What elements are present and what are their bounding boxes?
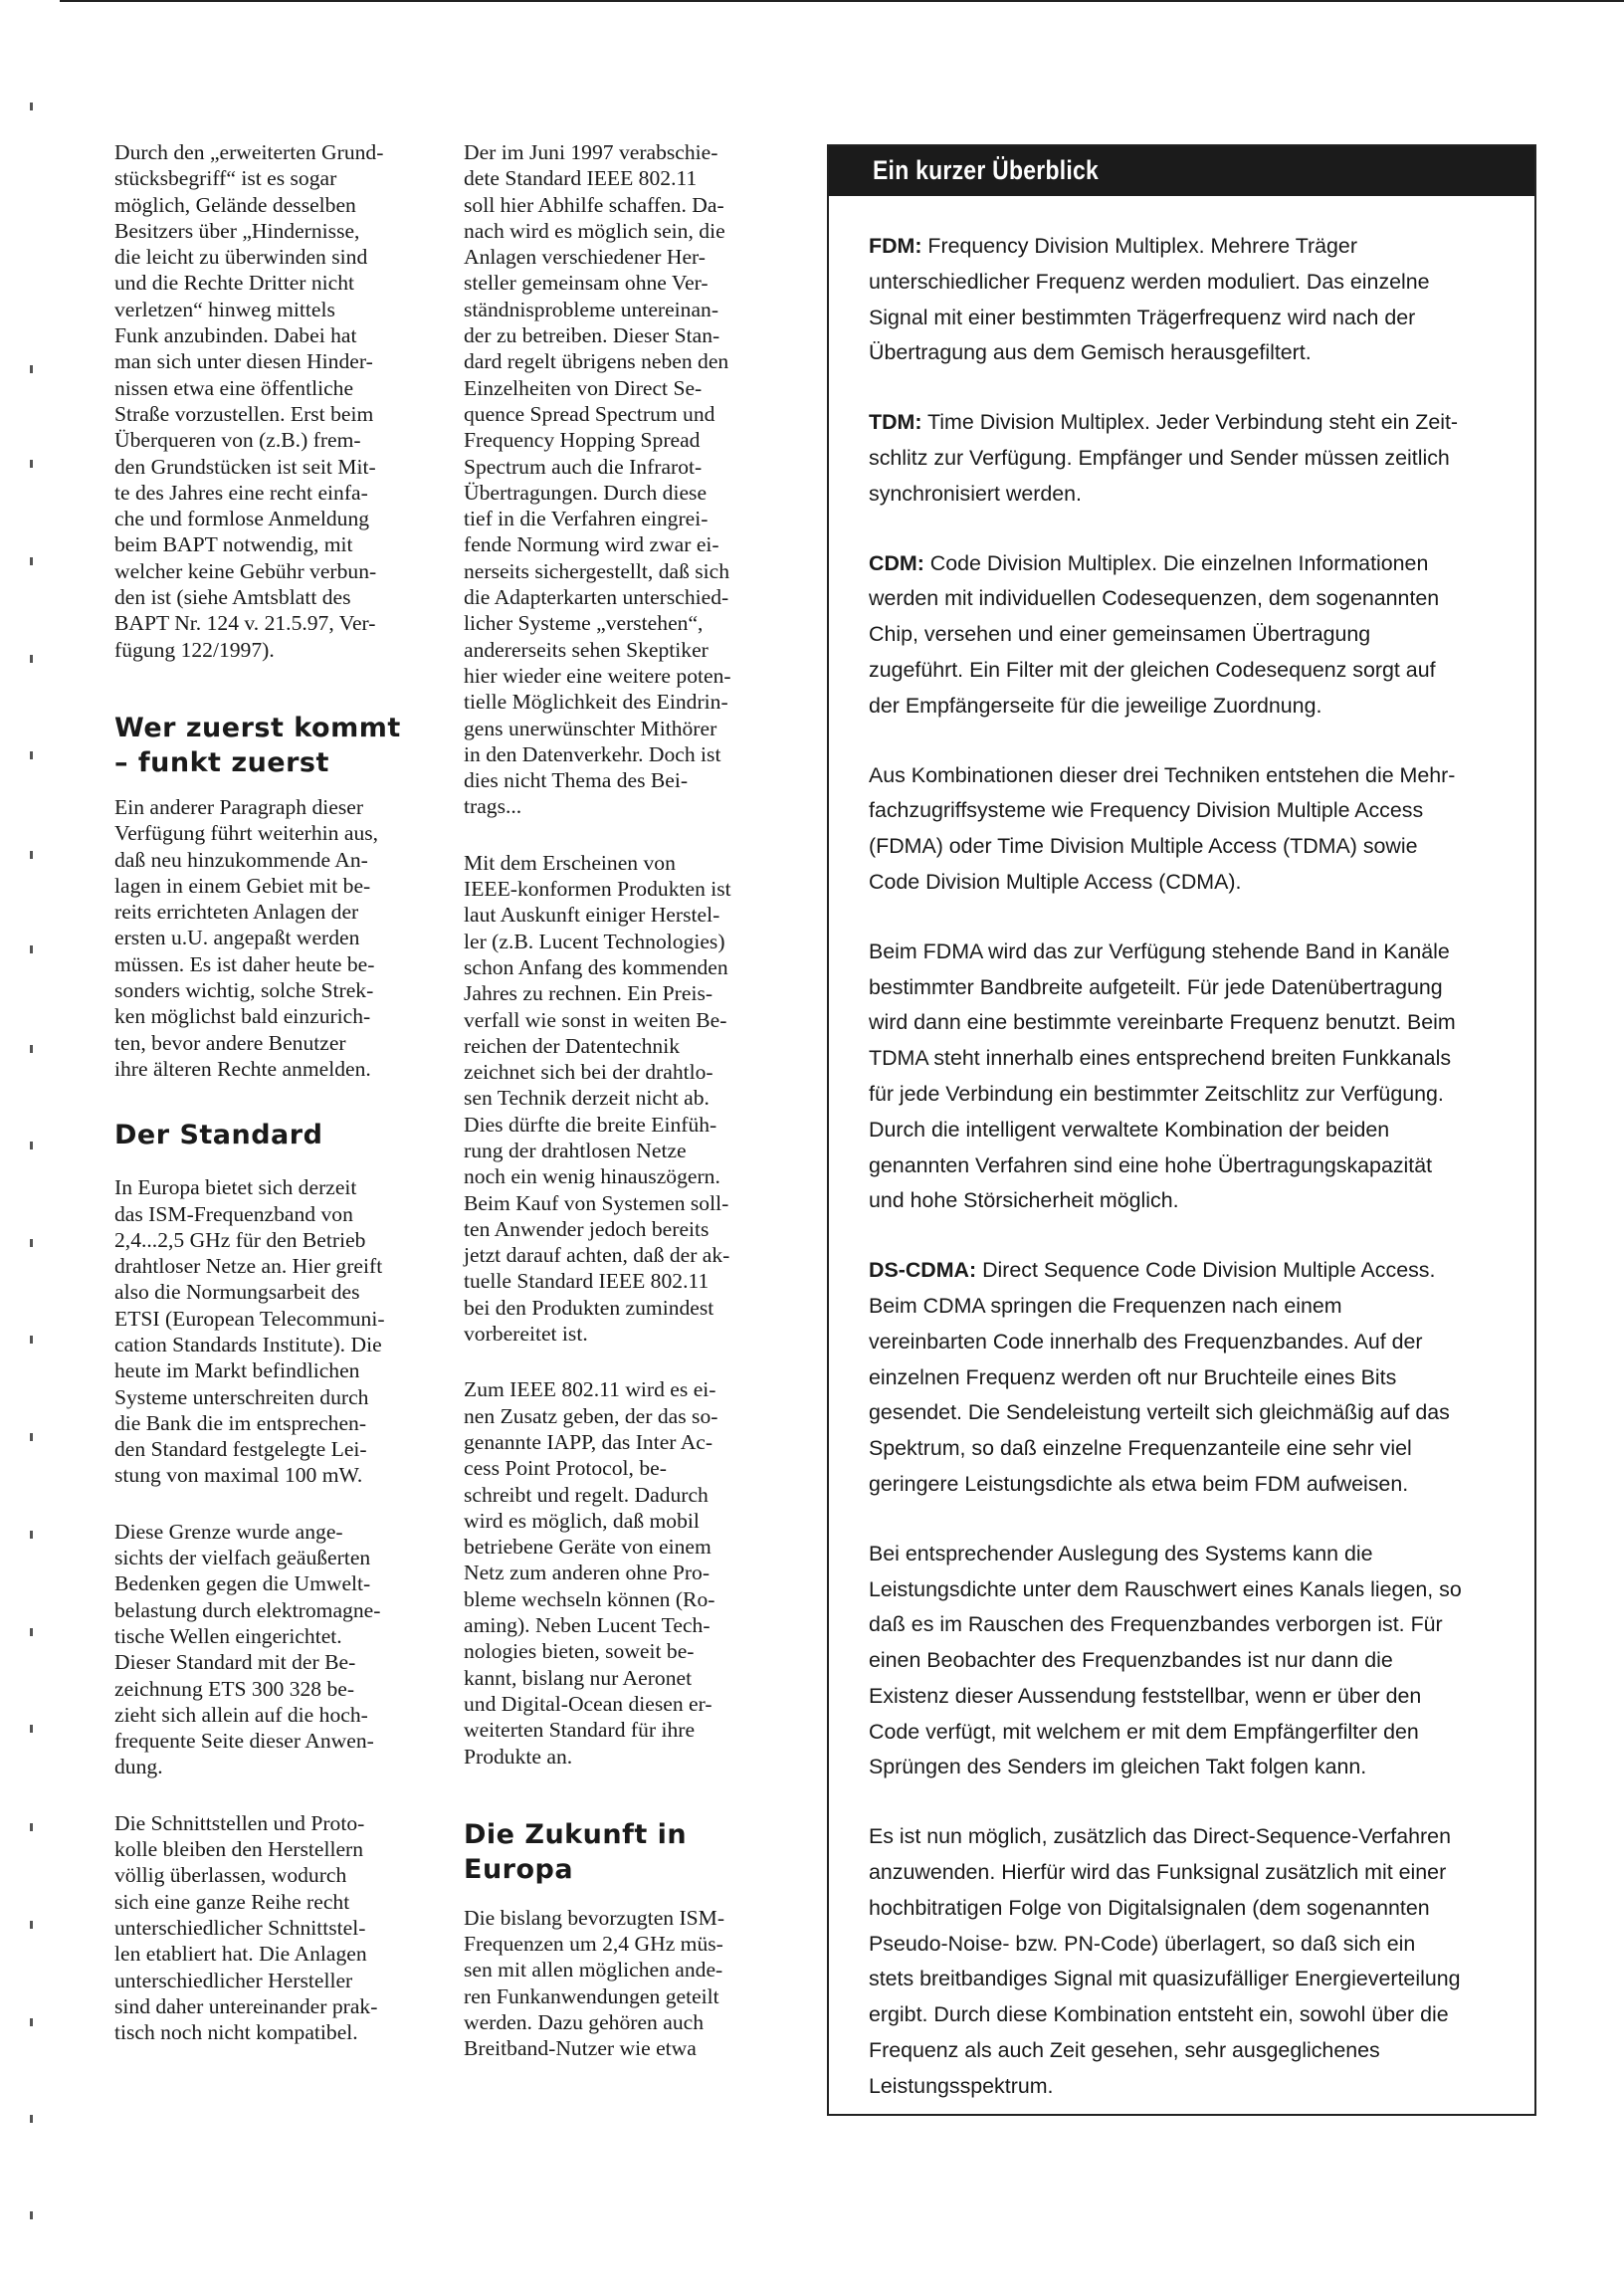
margin-mark <box>30 851 33 859</box>
body-paragraph: Ein anderer Paragraph dieser Verfügung führt weiterhin aus, daß neu hinzukommende An- lagen in einem Gebiet mit be- reits errichteten Anlagen der ersten u.U. angepaßt werden müssen. Es ist daher heute be- sonders wichtig, solche Strek- ken möglichst bald einzurich- ten, bevor andere Benutzer ihre älteren Rechte anmelden. <box>114 794 379 1081</box>
body-paragraph: Die Schnittstellen und Proto- kolle bleiben den Herstellern völlig überlassen, wodurch sich eine ganze Reihe recht unterschiedlicher Schnittstel- len etabliert hat. Die Anlagen unterschiedlicher Hersteller sind daher untereinander prak- tisch noch nicht kompatibel. <box>114 1810 378 2045</box>
sidebar-paragraph-tdm <box>869 405 1501 512</box>
top-rule <box>60 0 1624 2</box>
margin-mark <box>30 2115 33 2123</box>
margin-mark <box>30 945 33 953</box>
margin-mark <box>30 1239 33 1247</box>
term-definition: Frequency Division Multiplex. Mehrere Träger unterschiedlicher Frequenz werden moduliert. Das einzelne Signal mit einer bestimmten Trägerfrequenz wird nach der Übertragung aus dem Gemisch herausgefiltert. <box>869 234 1430 365</box>
sidebar-paragraph: Beim FDMA wird das zur Verfügung stehende Band in Kanäle bestimmter Bandbreite aufgeteilt. Für jede Datenübertragung wird dann eine bestimmte vereinbarte Frequenz benutzt. Beim TDMA steht innerhalb eines entsprechend breiten Funkkanals für jede Verbindung ein bestimmter Zeitschlitz zur Verfügung. Durch die intelligent verwaltete Kombination der beiden genannten Verfahren sind eine hohe Übertragungskapazität und hohe Störsicherheit möglich. <box>869 938 1456 1213</box>
margin-mark <box>30 365 33 373</box>
margin-mark <box>30 655 33 663</box>
article-column-1 <box>114 139 458 2045</box>
body-paragraph: Die bislang bevorzugten ISM- Frequenzen um 2,4 GHz müs- sen mit allen möglichen ande- ren Funkanwendungen geteilt werden. Dazu gehören auch Breitband-Nutzer wie etwa <box>464 1905 725 2061</box>
body-paragraph: Mit dem Erscheinen von IEEE-konformen Produkten ist laut Auskunft einiger Herstel- ler (z.B. Lucent Technologies) schon Anfang des kommenden Jahres zu rechnen. Ein Preis- verfall wie sonst in weiten Be- reichen der Datentechnik zeichnet sich bei der drahtlo- sen Technik derzeit nicht ab. Dies dürfte die breite Einfüh- rung der drahtlosen Netze noch ein wenig hinauszögern. Beim Kauf von Systemen soll- ten Anwender jedoch bereits jetzt darauf achten, daß der ak- tuelle Standard IEEE 802.11 bei den Produkten zumindest vorbereitet ist. <box>464 850 731 1347</box>
margin-mark <box>30 1531 33 1539</box>
term-definition: Code Division Multiplex. Die einzelnen Informationen werden mit individuellen Codesequenzen, dem sogenannten Chip, versehen und einer gemeinsamen Übertragung zugeführt. Ein Filter mit der gleichen Codesequenz sorgt auf der Empfängerseite für die jeweilige Zuordnung. <box>869 550 1440 718</box>
margin-mark <box>30 103 33 110</box>
margin-mark <box>30 1045 33 1053</box>
margin-mark <box>30 460 33 468</box>
sidebar-paragraph: Bei entsprechender Auslegung des Systems kann die Leistungsdichte unter dem Rauschwert eines Kanals liegen, so daß es im Rauschen des Frequenzbandes verborgen ist. Für einen Beobachter des Frequenzbandes ist nur dann die Existenz dieser Aussendung feststellbar, wenn er über den Code verfügt, mit welchem er mit dem Empfängerfilter den Sprüngen des Senders im gleichen Takt folgen kann. <box>869 1541 1462 1779</box>
section-heading: Der Standard <box>114 1120 323 1151</box>
term-label: FDM: <box>869 234 922 258</box>
section-heading: Die Zukunft in Europa <box>464 1818 688 1885</box>
body-paragraph: Zum IEEE 802.11 wird es ei- nen Zusatz geben, der das so- genannte IAPP, das Inter Ac- cess Point Protocol, be- schreibt und regelt. Dadurch wird es möglich, daß mobil betriebene Geräte von einem Netz zum anderen ohne Pro- bleme wechseln können (Ro- aming). Neben Lucent Tech- nologies bieten, soweit be- kannt, bislang nur Aeronet und Digital-Ocean diesen er- weiterten Standard für ihre Produkte an. <box>464 1377 718 1769</box>
body-paragraph: Durch den „erweiterten Grund- stücksbegriff“ ist es sogar möglich, Gelände desselben Besitzers über „Hindernisse, die leicht zu überwinden sind und die Rechte Dritter nicht verletzen“ hinweg mittels Funk anzubinden. Dabei hat man sich unter diesen Hinder- nissen etwa eine öffentliche Straße vorzustellen. Erst beim Überqueren von (z.B.) frem- den Grundstücken ist seit Mit- te des Jahres eine recht einfa- che und formlose Anmeldung beim BAPT notwendig, mit welcher keine Gebühr verbun- den ist (siehe Amtsblatt des BAPT Nr. 124 v. 21.5.97, Ver- fügung 122/1997). <box>114 140 384 662</box>
sidebar-paragraph-cdm <box>869 546 1501 725</box>
margin-mark <box>30 1725 33 1733</box>
body-paragraph: In Europa bietet sich derzeit das ISM-Frequenzband von 2,4...2,5 GHz für den Betrieb drahtloser Netze an. Hier greift also die Normungsarbeit des ETSI (European Telecommuni- cation Standards Institute). Die heute im Markt befindlichen Systeme unterschreiten durch die Bank die im entsprechen- den Standard festgelegte Lei- stung von maximal 100 mW. <box>114 1175 385 1488</box>
article-column-2 <box>464 139 814 2062</box>
overview-sidebar-box <box>827 144 1536 2116</box>
margin-mark <box>30 1336 33 1344</box>
term-definition: Time Division Multiplex. Jeder Verbindung steht ein Zeit- schlitz zur Verfügung. Empfänger und Sender müssen zeitlich synchronisiert werden. <box>869 410 1459 506</box>
term-label: TDM: <box>869 410 922 435</box>
section-heading: Wer zuerst kommt – funkt zuerst <box>114 712 401 778</box>
body-paragraph: Diese Grenze wurde ange- sichts der vielfach geäußerten Bedenken gegen die Umwelt- belastung durch elektromagne- tische Wellen eingerichtet. Dieser Standard mit der Be- zeichnung ETS 300 328 be- zieht sich allein auf die hoch- frequente Seite dieser Anwen- dung. <box>114 1519 381 1779</box>
margin-mark <box>30 1628 33 1636</box>
margin-mark <box>30 557 33 565</box>
margin-mark <box>30 2211 33 2219</box>
sidebar-paragraph: Es ist nun möglich, zusätzlich das Direct-Sequence-Verfahren anzuwenden. Hierfür wird das Funksignal zusätzlich mit einer hochbitratigen Folge von Digitalsignalen (dem sogenannten Pseudo-Noise- bzw. PN-Code) überlagert, so daß sich ein stets breitbandiges Signal mit quasizufälliger Energieverteilung ergibt. Durch diese Kombination entsteht ein, sowohl über die Frequenz als auch Zeit gesehen, sehr ausgeglichenes Leistungsspektrum. <box>869 1824 1461 2098</box>
sidebar-body <box>869 229 1501 2139</box>
margin-mark <box>30 1433 33 1441</box>
body-paragraph: Der im Juni 1997 verabschie- dete Standard IEEE 802.11 soll hier Abhilfe schaffen. Da- nach wird es möglich sein, die Anlagen verschiedener Her- steller gemeinsam ohne Ver- ständnisprobleme untereinan- der zu betreiben. Dieser Stan- dard regelt übrigens neben den Einzelheiten von Direct Se- quence Spread Spectrum und Frequency Hopping Spread Spectrum auch die Infrarot- Übertragungen. Durch diese tief in die Verfahren eingrei- fende Normung wird zwar ei- nerseits sichergestellt, daß sich die Adapterkarten unterschied- licher Systeme „verstehen“, andererseits sehen Skeptiker hier wieder eine weitere poten- tielle Möglichkeit des Eindrin- gens unerwünschter Mithörer in den Datenverkehr. Doch ist dies nicht Thema des Bei- trags... <box>464 140 731 819</box>
term-label: CDM: <box>869 550 924 575</box>
margin-mark <box>30 1823 33 1831</box>
term-label: DS-CDMA: <box>869 1258 977 1283</box>
margin-mark <box>30 751 33 759</box>
margin-mark <box>30 2018 33 2026</box>
sidebar-paragraph: Aus Kombinationen dieser drei Techniken entstehen die Mehr- fachzugriffsysteme wie Frequency Division Multiple Access (FDMA) oder Time Division Multiple Access (TDMA) sowie Code Division Multiple Access (CDMA). <box>869 762 1456 894</box>
sidebar-title: Ein kurzer Überblick <box>873 155 1100 185</box>
sidebar-paragraph-fdm <box>869 229 1501 371</box>
sidebar-paragraph-dscdma <box>869 1253 1501 1503</box>
margin-mark <box>30 1921 33 1929</box>
margin-mark <box>30 1142 33 1149</box>
sidebar-header <box>829 146 1534 196</box>
term-definition: Direct Sequence Code Division Multiple Access. Beim CDMA springen die Frequenzen nach einem vereinbarten Code innerhalb des Frequenzbandes. Auf der einzelnen Frequenz werden oft nur Bruchteile eines Bits gesendet. Die Sendeleistung verteilt sich gleichmäßig auf das Spektrum, so daß einzelne Frequenzanteile eine sehr viel geringere Leistungsdichte als etwa beim FDM aufweisen. <box>869 1258 1450 1496</box>
